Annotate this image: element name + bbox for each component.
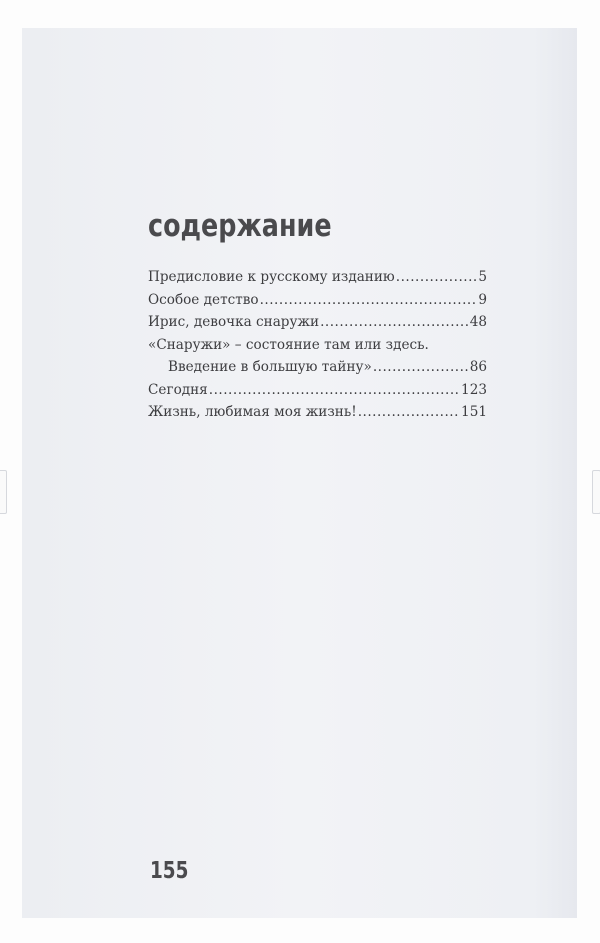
book-page <box>22 28 577 918</box>
toc-page: 151 <box>461 404 487 420</box>
toc-page: 48 <box>469 314 487 330</box>
leader-dots <box>260 292 478 308</box>
toc-entry[interactable]: Сегодня ..... 123 <box>148 382 487 405</box>
toc-entry[interactable]: Ирис, девочка снаружи ..... 48 <box>148 314 487 337</box>
toc-page: 123 <box>461 381 487 398</box>
toc-entry[interactable]: Особое детство ..... 9 <box>148 292 487 315</box>
toc-entry[interactable]: Жизнь, любимая моя жизнь! ..... 151 <box>148 404 487 427</box>
page-title: содержание <box>148 208 332 244</box>
toc-page: 5 <box>478 269 487 285</box>
toc-entry-continued[interactable]: Введение в большую тайну» ..... 86 <box>148 359 487 382</box>
leader-dots <box>373 359 469 375</box>
leader-dots <box>358 404 460 420</box>
leader-dots <box>209 382 460 398</box>
toc-page: 86 <box>469 359 487 375</box>
leader-dots <box>320 314 469 330</box>
leader-dots <box>396 269 478 285</box>
page-number: 155 <box>150 858 189 884</box>
toc-entry[interactable]: Предисловие к русскому изданию ..... 5 <box>148 269 487 292</box>
toc-page: 9 <box>478 291 487 308</box>
toc-entry[interactable]: «Снаружи» – состояние там или здесь. <box>148 336 429 353</box>
right-page-edge <box>592 470 600 514</box>
left-page-edge <box>0 470 7 514</box>
table-of-contents <box>148 269 487 427</box>
